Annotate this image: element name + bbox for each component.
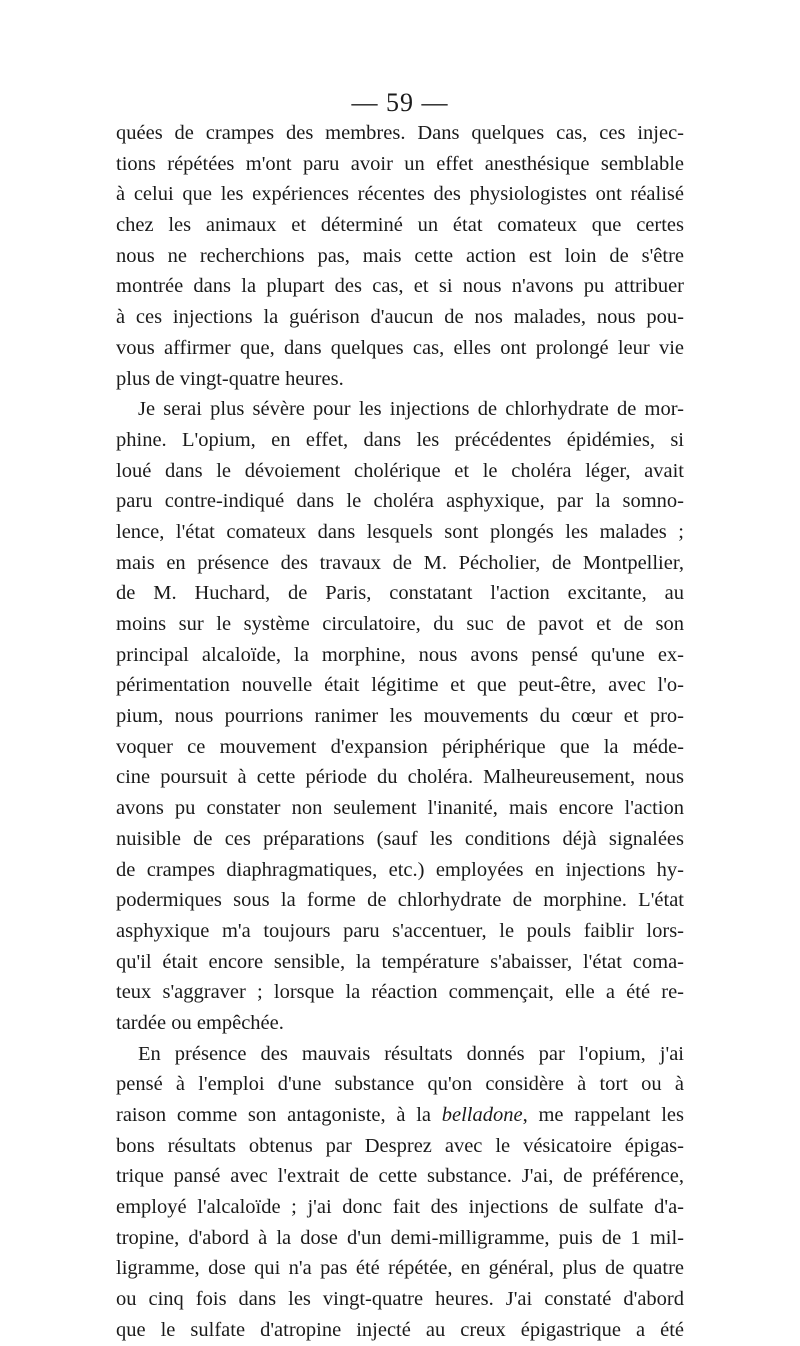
text-line: montrée dans la plupart des cas, et si nous n'avons pu attribuer bbox=[116, 275, 684, 298]
text-line: phine. L'opium, en effet, dans les précédentes épidémies, si bbox=[116, 428, 684, 451]
text-line: En présence des mauvais résultats donnés par l'opium, j'ai bbox=[138, 1042, 684, 1065]
text-segment: raison comme son antagoniste, à la bbox=[116, 1104, 442, 1126]
italic-term: belladone bbox=[441, 1104, 523, 1126]
text-line: podermiques sous la forme de chlorhydrate de morphine. L'état bbox=[116, 889, 684, 912]
text-line: employé l'alcaloïde ; j'ai donc fait des injections de sulfate d'a- bbox=[116, 1196, 684, 1219]
text-line: chez les animaux et déterminé un état comateux que certes bbox=[116, 214, 684, 237]
text-line: paru contre-indiqué dans le choléra asphyxique, par la somno- bbox=[116, 490, 684, 513]
text-line: à ces injections la guérison d'aucun de nos malades, nous pou- bbox=[116, 306, 684, 329]
text-line: pium, nous pourrions ranimer les mouvements du cœur et pro- bbox=[116, 705, 684, 728]
text-line: à celui que les expériences récentes des physiologistes ont réalisé bbox=[116, 183, 684, 206]
page-number: — 59 — bbox=[351, 88, 449, 117]
text-line: qu'il était encore sensible, la température s'abaisser, l'état coma- bbox=[116, 950, 684, 973]
text-line: teux s'aggraver ; lorsque la réaction commençait, elle a été re- bbox=[116, 981, 684, 1004]
text-segment: , me rappelant les bbox=[522, 1104, 684, 1126]
text-line: ou cinq fois dans les vingt-quatre heures. J'ai constaté d'abord bbox=[116, 1288, 684, 1311]
text-line: tropine, d'abord à la dose d'un demi-milligramme, puis de 1 mil- bbox=[116, 1226, 684, 1249]
text-line: tions répétées m'ont paru avoir un effet anesthésique semblable bbox=[116, 152, 684, 175]
text-line: moins sur le système circulatoire, du suc de pavot et de son bbox=[116, 613, 684, 635]
text-line: que le sulfate d'atropine injecté au creux épigastrique a été bbox=[116, 1318, 684, 1341]
text-line: ligramme, dose qui n'a pas été répétée, en général, plus de quatre bbox=[116, 1257, 684, 1280]
text-line: loué dans le dévoiement cholérique et le choléra léger, avait bbox=[116, 459, 684, 482]
text-line: cine poursuit à cette période du choléra. Malheureusement, nous bbox=[116, 766, 684, 789]
text-line bbox=[116, 1100, 684, 1131]
text-line: Je serai plus sévère pour les injections de chlorhydrate de mor- bbox=[138, 398, 684, 421]
text-line: principal alcaloïde, la morphine, nous avons pensé qu'une ex- bbox=[116, 643, 684, 666]
text-line: tardée ou empêchée. bbox=[116, 1011, 284, 1034]
text-line: vous affirmer que, dans quelques cas, elles ont prolongé leur vie bbox=[116, 336, 684, 359]
text-line: asphyxique m'a toujours paru s'accentuer, le pouls faiblir lors- bbox=[116, 919, 684, 942]
text-line: de crampes diaphragmatiques, etc.) employées en injections hy- bbox=[116, 858, 684, 881]
text-line: nous ne recherchions pas, mais cette action est loin de s'être bbox=[116, 244, 684, 267]
text-line: pensé à l'emploi d'une substance qu'on considère à tort ou à bbox=[116, 1073, 684, 1096]
text-line: voquer ce mouvement d'expansion périphérique que la méde- bbox=[116, 735, 684, 758]
body-text bbox=[116, 118, 684, 1346]
text-line: lence, l'état comateux dans lesquels sont plongés les malades ; bbox=[116, 520, 684, 543]
text-line: périmentation nouvelle était légitime et que peut-être, avec l'o- bbox=[116, 674, 684, 697]
text-line: nuisible de ces préparations (sauf les conditions déjà signalées bbox=[116, 827, 684, 850]
text-line: trique pansé avec l'extrait de cette substance. J'ai, de préférence, bbox=[116, 1165, 684, 1188]
text-line: bons résultats obtenus par Desprez avec le vésicatoire épigas- bbox=[116, 1134, 684, 1157]
text-line: de M. Huchard, de Paris, constatant l'action excitante, au bbox=[116, 582, 684, 605]
text-line: quées de crampes des membres. Dans quelques cas, ces injec- bbox=[116, 122, 684, 144]
text-line: avons pu constater non seulement l'inanité, mais encore l'action bbox=[116, 797, 684, 820]
text-line: mais en présence des travaux de M. Pécholier, de Montpellier, bbox=[116, 551, 684, 574]
text-line: plus de vingt-quatre heures. bbox=[116, 367, 344, 390]
